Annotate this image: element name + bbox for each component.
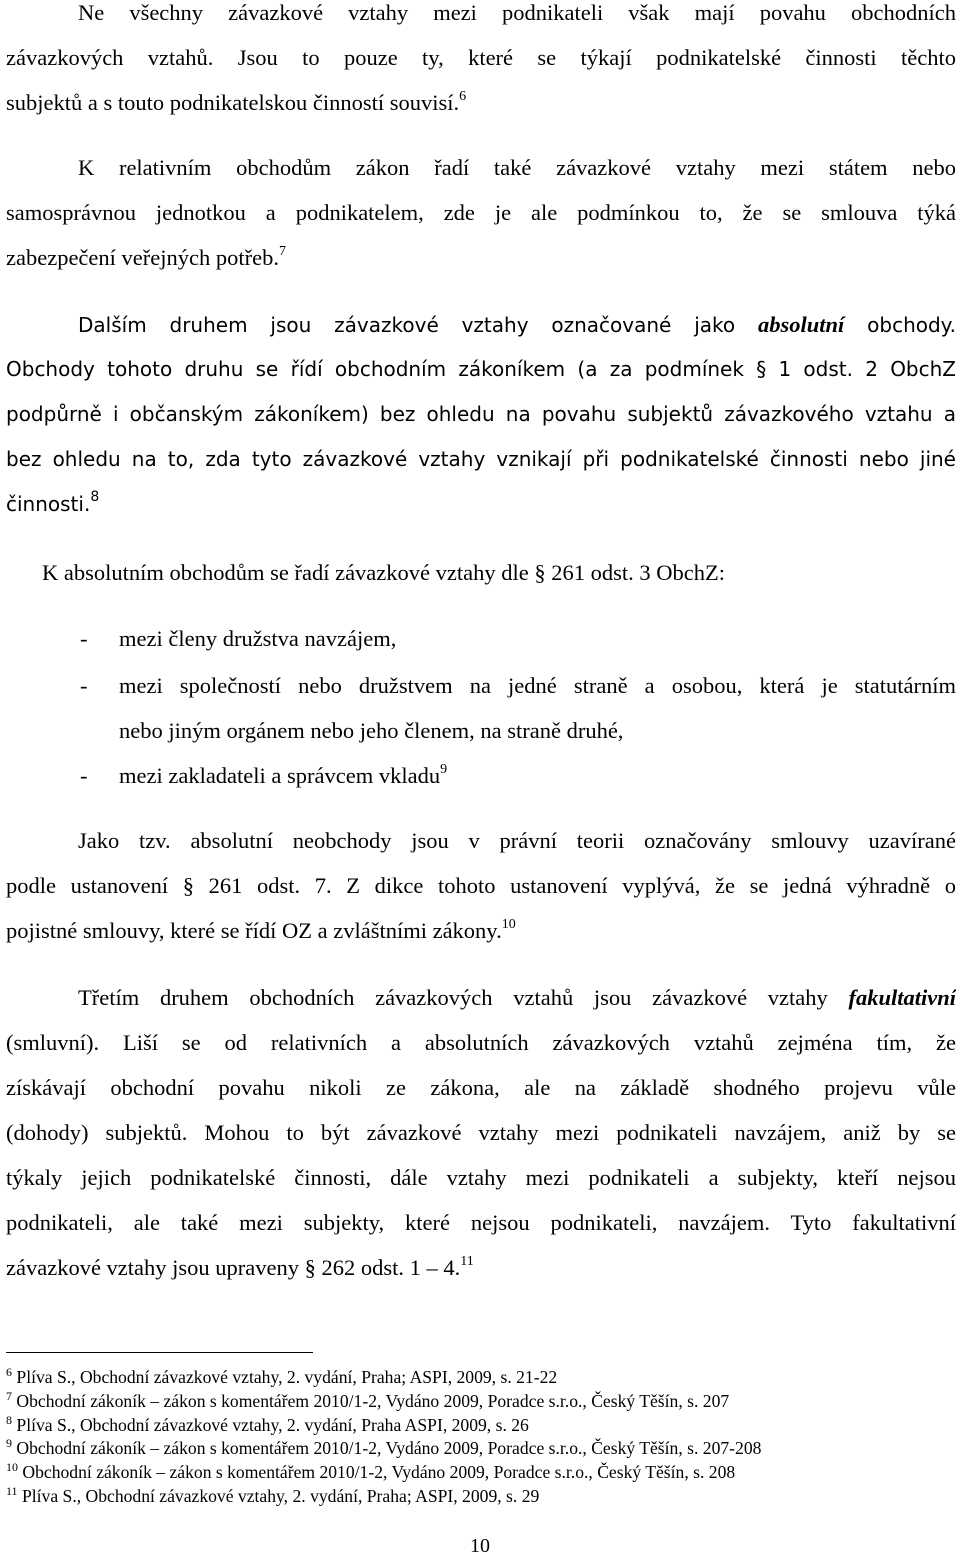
- paragraph-4: [42, 550, 956, 595]
- text-line: [6, 908, 956, 953]
- emphasis-absolutni: absolutní: [757, 312, 845, 337]
- list-dash: -: [80, 673, 88, 698]
- text-line: [6, 975, 956, 1020]
- footnote-ref: 11: [460, 1254, 474, 1269]
- text-line: [6, 235, 956, 280]
- footnote-number: 8: [6, 1412, 12, 1427]
- footnote-ref: 10: [501, 917, 516, 932]
- text-line: [6, 302, 956, 347]
- text-run: zabezpečení veřejných potřeb.: [6, 245, 279, 270]
- footnote-number: 10: [6, 1460, 18, 1475]
- footnote: [6, 1390, 956, 1414]
- text-line: (dohody) subjektů. Mohou to být závazkové vztahy mezi podnikateli navzájem, aniž by se: [6, 1120, 956, 1145]
- paragraph-1: [6, 0, 956, 125]
- footnote-text: Obchodní zákoník – zákon s komentářem 2010/1-2, Vydáno 2009, Poradce s.r.o., Český Těšín, s. 207-208: [16, 1438, 762, 1459]
- footnote-ref: 8: [90, 489, 100, 505]
- emphasis-fakultativni: fakultativní: [848, 985, 956, 1010]
- page-number: 10: [470, 1535, 490, 1557]
- text-line: Jako tzv. absolutní neobchody jsou v právní teorii označovány smlouvy uzavírané: [78, 828, 956, 853]
- text-run: závazkové vztahy jsou upraveny § 262 odst. 1 – 4.: [6, 1255, 461, 1280]
- list-item-text: mezi společností nebo družstvem na jedné straně a osobou, která je statutárním: [119, 673, 956, 698]
- footnote-text: Obchodní zákoník – zákon s komentářem 2010/1-2, Vydáno 2009, Poradce s.r.o., Český Těšín, s. 207: [16, 1390, 730, 1411]
- footnote-ref: 7: [278, 244, 286, 259]
- list-item: [6, 753, 956, 798]
- footnote-text: Plíva S., Obchodní závazkové vztahy, 2. vydání, Praha; ASPI, 2009, s. 21-22: [16, 1367, 558, 1387]
- text-line: K absolutním obchodům se řadí závazkové vztahy dle § 261 odst. 3 ObchZ:: [42, 560, 725, 585]
- text-line: Ne všechny závazkové vztahy mezi podnikateli však mají povahu obchodních: [78, 0, 956, 25]
- footnote: [6, 1437, 956, 1461]
- list-dash: -: [80, 763, 88, 788]
- paragraph-5: [6, 818, 956, 953]
- paragraph-6: [6, 975, 956, 1290]
- text-line: závazkových vztahů. Jsou to pouze ty, které se týkají podnikatelské činnosti těchto: [6, 45, 956, 70]
- footnote-number: 11: [6, 1483, 18, 1498]
- paragraph-3: [6, 302, 956, 527]
- list-item-text: mezi členy družstva navzájem,: [119, 626, 397, 651]
- footnotes: [6, 1366, 956, 1509]
- footnote: [6, 1366, 956, 1390]
- footnote-number: 6: [6, 1365, 12, 1379]
- bullet-list: [6, 616, 956, 798]
- text-run: Dalším druhem jsou závazkové vztahy označované jako: [78, 313, 736, 337]
- text-run: Třetím druhem obchodních závazkových vztahů jsou závazkové vztahy: [78, 985, 828, 1010]
- text-line: samosprávnou jednotkou a podnikatelem, zde je ale podmínkou to, že se smlouva týká: [6, 200, 956, 225]
- text-run: obchody.: [867, 313, 956, 337]
- text-line: podnikateli, ale také mezi subjekty, které nejsou podnikateli, navzájem. Tyto fakultativní: [6, 1210, 956, 1235]
- list-dash: -: [80, 626, 88, 651]
- text-line: (smluvní). Liší se od relativních a absolutních závazkových vztahů zejména tím, že: [6, 1030, 956, 1055]
- text-line: K relativním obchodům zákon řadí také závazkové vztahy mezi státem nebo: [78, 155, 956, 180]
- footnote-ref: 9: [440, 762, 448, 777]
- footnote-separator: [6, 1352, 313, 1353]
- text-line: Obchody tohoto druhu se řídí obchodním zákoníkem (a za podmínek § 1 odst. 2 ObchZ: [6, 357, 956, 381]
- text-line: podpůrně i občanským zákoníkem) bez ohledu na povahu subjektů závazkového vztahu a: [6, 402, 956, 426]
- text-line: bez ohledu na to, zda tyto závazkové vztahy vznikají při podnikatelské činnosti nebo jiné: [6, 447, 956, 471]
- list-item-text: [119, 753, 956, 798]
- footnote: [6, 1485, 956, 1509]
- list-item-text: nebo jiným orgánem nebo jeho členem, na straně druhé,: [119, 718, 624, 743]
- text-run: pojistné smlouvy, které se řídí OZ a zvláštními zákony.: [6, 918, 502, 943]
- text-line: [6, 80, 956, 125]
- text-line: [6, 482, 956, 527]
- text-line: [6, 1245, 956, 1290]
- footnote: [6, 1461, 956, 1485]
- text-line: týkaly jejich podnikatelské činnosti, dále vztahy mezi podnikateli a subjekty, kteří nejsou: [6, 1165, 956, 1190]
- footnote-number: 7: [6, 1388, 12, 1403]
- list-item: [6, 663, 956, 708]
- paragraph-2: [6, 145, 956, 280]
- footnote-text: Plíva S., Obchodní závazkové vztahy, 2. vydání, Praha; ASPI, 2009, s. 29: [21, 1485, 540, 1506]
- text-run: mezi zakladateli a správcem vkladu: [119, 763, 441, 788]
- footnote: [6, 1414, 956, 1438]
- footnote-text: Plíva S., Obchodní závazkové vztahy, 2. vydání, Praha ASPI, 2009, s. 26: [16, 1414, 529, 1435]
- text-run: subjektů a s touto podnikatelskou činností souvisí.: [6, 90, 460, 115]
- footnote-text: Obchodní zákoník – zákon s komentářem 2010/1-2, Vydáno 2009, Poradce s.r.o., Český Těšín, s. 208: [22, 1462, 736, 1483]
- text-run: činnosti.: [6, 492, 91, 516]
- footnote-ref: 6: [459, 89, 467, 104]
- text-line: podle ustanovení § 261 odst. 7. Z dikce tohoto ustanovení vyplývá, že se jedná výhradně o: [6, 873, 956, 898]
- text-line: získávají obchodní povahu nikoli ze zákona, ale na základě shodného projevu vůle: [6, 1075, 956, 1100]
- list-item: [6, 616, 956, 661]
- list-item-continuation: [6, 708, 956, 753]
- footnote-number: 9: [6, 1436, 12, 1451]
